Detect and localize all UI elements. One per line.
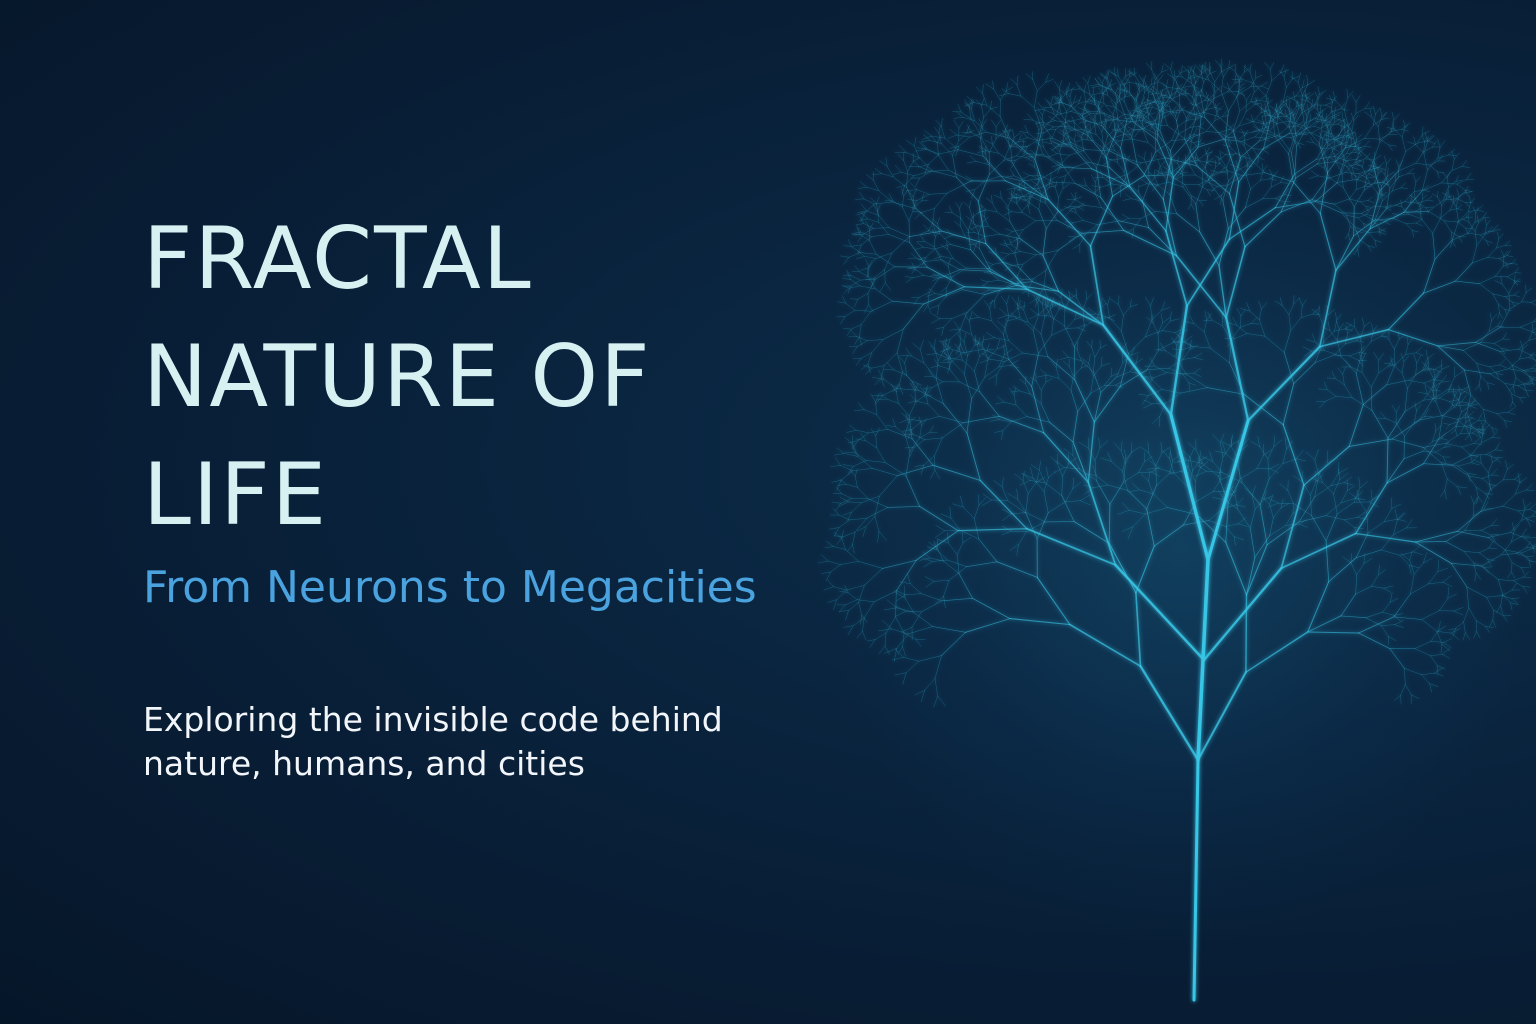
title-line-1: FRACTAL [143,209,533,309]
fractal-tree-illustration [720,0,1536,1024]
title-line-2: NATURE OF [143,327,652,427]
description-line-2: nature, humans, and cities [143,744,585,783]
title-line-3: LIFE [143,445,329,545]
fractal-tree-icon [720,0,1536,1024]
description-line-1: Exploring the invisible code behind [143,700,723,739]
poster-subtitle: From Neurons to Megacities [143,562,757,613]
tree-branches [818,59,1536,1000]
